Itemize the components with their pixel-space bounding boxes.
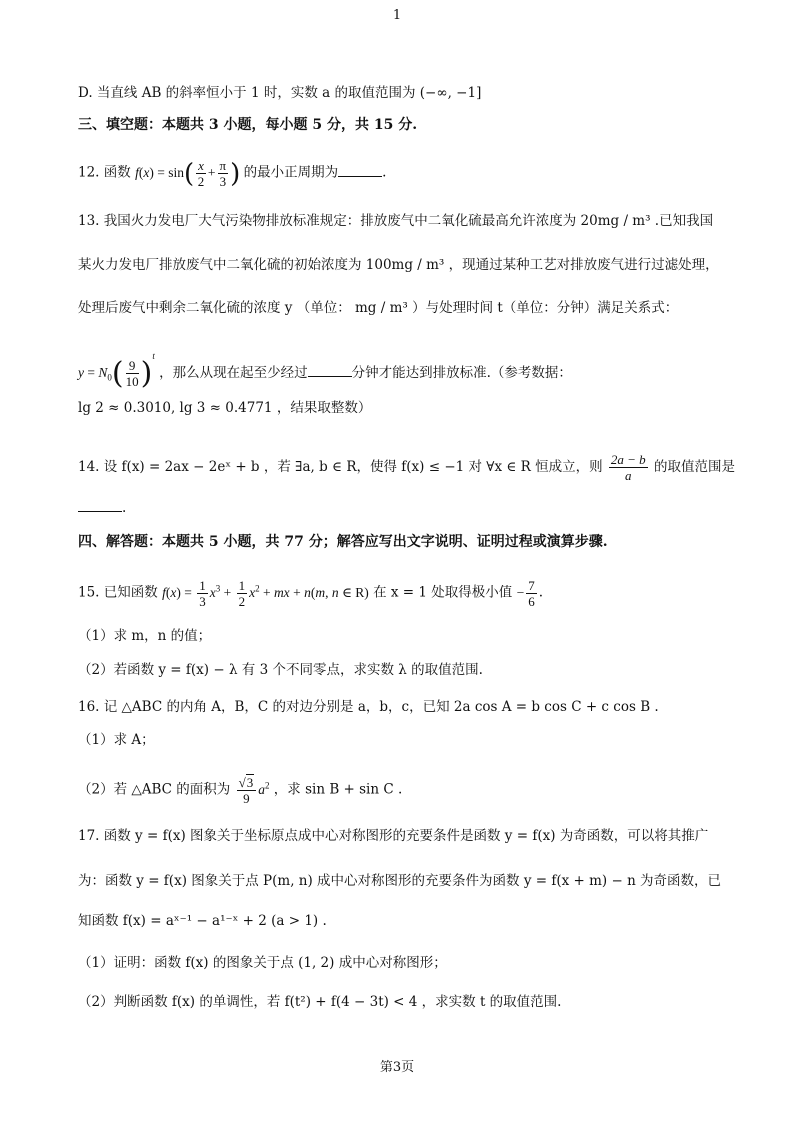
q16-part2-pre: （2）若 △ABC 的面积为	[78, 781, 231, 798]
q15-part1: （1）求 m，n 的值；	[78, 628, 212, 644]
q14-pre: 14. 设 f(x) = 2ax − 2eˣ + b ，若 ∃a, b ∈ R，使得 f(x) ≤ −1 对 ∀x ∈ R 恒成立，则	[78, 459, 603, 475]
q15-min-value: − $\frac{7}{6}$	[516, 578, 535, 609]
q13-line4-post: ，那么从现在起至少经过	[159, 365, 308, 381]
section-3-title: 三、填空题：本题共 3 小题，每小题 5 分，共 15 分.	[78, 117, 418, 133]
q15-formula: f(x) = $\frac{1}{3}$ $x^3$ + $\frac{1}{2}$ $x^2$ + mx + n(m, n ∈ R)	[162, 578, 369, 609]
q12-formula: f(x) = sin( $\frac{x}{2}$ + $\frac{\pi}{3}$ )	[135, 158, 241, 189]
q14-end: .	[122, 500, 127, 516]
q13-line5: lg 2 ≈ 0.3010, lg 3 ≈ 0.4771 ，结果取整数）	[78, 400, 372, 416]
q13-line2: 某火力发电厂排放废气中二氧化硫的初始浓度为 100mg / m³ ，现通过某种工艺对排放废气进行过滤处理，	[78, 257, 719, 273]
q17-part1: （1）证明：函数 f(x) 的图象关于点 (1, 2) 成中心对称图形；	[78, 955, 447, 971]
q13-line4-end: 分钟才能达到排放标准.（参考数据：	[351, 365, 572, 381]
q13-line1: 13. 我国火力发电厂大气污染物排放标准规定：排放废气中二氧化硫最高允许浓度为 20mg / m³ .已知我国	[78, 213, 714, 229]
q12-post: 的最小正周期为	[243, 164, 339, 181]
q14-tail	[78, 498, 126, 518]
q13-answer-blank	[308, 364, 352, 377]
q16-part1: （1）求 A；	[78, 732, 155, 748]
q16-area-formula: $\frac{√3}{9}$ $a^2$	[238, 775, 270, 806]
q14-answer-blank	[78, 499, 122, 512]
q17-line1: 17. 函数 y = f(x) 图象关于坐标原点成中心对称图形的充要条件是函数 y = f(x) 为奇函数，可以将其推广	[78, 828, 709, 844]
q13-line3: 处理后废气中剩余二氧化硫的浓度 y （单位： mg / m³ ）与处理时间 t（单位：分钟）满足关系式：	[78, 300, 679, 316]
q15-pre: 15. 已知函数	[78, 584, 158, 601]
q14-post: 的取值范围是	[653, 459, 735, 475]
page-number-top: 1	[392, 8, 402, 23]
q15-mid: 在 x = 1 处取得极小值	[373, 584, 513, 601]
q16-part2	[78, 775, 402, 806]
q16-line1: 16. 记 △ABC 的内角 A，B，C 的对边分别是 a，b，c，已知 2a cos A = b cos C + c cos B .	[78, 699, 659, 715]
q12-answer-blank	[338, 164, 382, 177]
option-d: D. 当直线 AB 的斜率恒小于 1 时，实数 a 的取值范围为 (−∞, −1]	[78, 85, 482, 101]
q12-number: 12.	[78, 164, 100, 181]
q17-part2: （2）判断函数 f(x) 的单调性，若 f(t²) + f(4 − 3t) < 4 ，求实数 t 的取值范围.	[78, 994, 562, 1010]
question-12	[78, 158, 386, 189]
q17-line2: 为：函数 y = f(x) 图象关于点 P(m, n) 成中心对称图形的充要条件为函数 y = f(x + m) − n 为奇函数，已	[78, 873, 722, 889]
q15-end: .	[538, 584, 544, 601]
question-14	[78, 452, 735, 483]
q15-part2: （2）若函数 y = f(x) − λ 有 3 个不同零点，求实数 λ 的取值范围.	[78, 662, 483, 678]
q13-line4	[78, 346, 572, 389]
section-4-title: 四、解答题：本题共 5 小题，共 77 分；解答应写出文字说明、证明过程或演算步骤.	[78, 534, 608, 550]
q14-fraction: $\frac{2a - b}{a}$	[610, 452, 646, 483]
q17-line3: 知函数 f(x) = aˣ⁻¹ − a¹⁻ˣ + 2 (a > 1) .	[78, 913, 327, 929]
question-15	[78, 578, 543, 609]
q12-end: .	[382, 164, 387, 181]
q13-formula: $y = N_0$( $\frac{9}{10}$ )$^t$	[78, 351, 155, 391]
q12-pre: 函数	[103, 164, 131, 181]
q16-part2-post: ，求 sin B + sin C .	[273, 781, 403, 798]
page-label-bottom: 第3页	[379, 1060, 415, 1075]
